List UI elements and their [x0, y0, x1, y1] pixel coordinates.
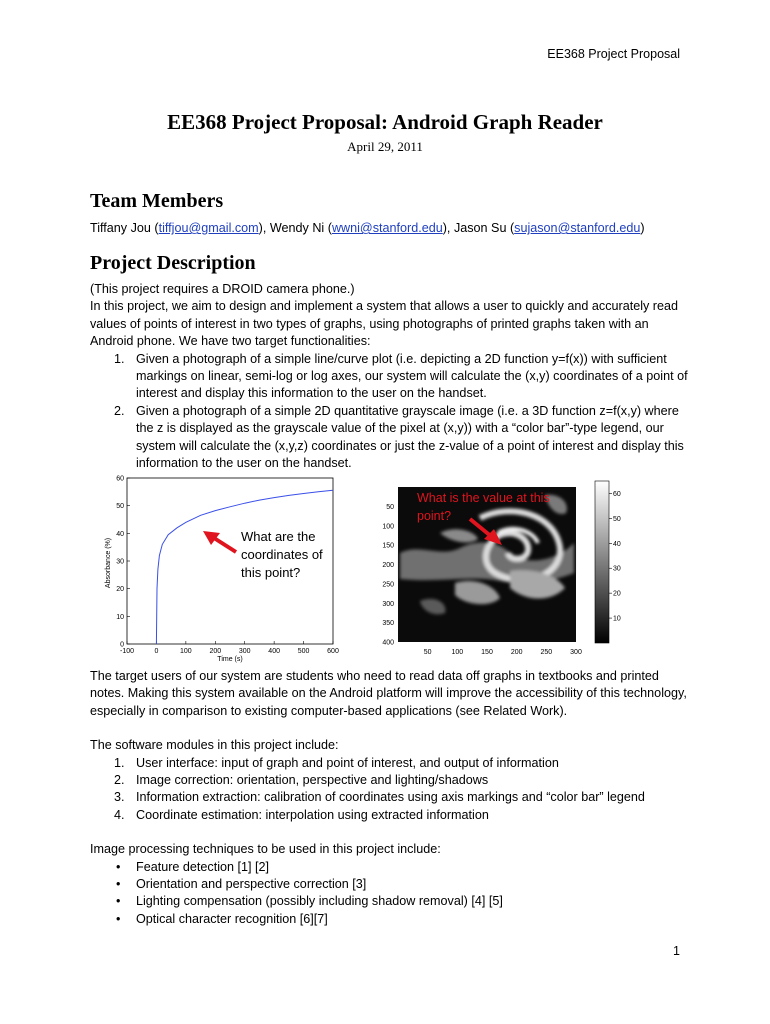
list-item — [90, 755, 690, 772]
y-tick-label: 30 — [116, 558, 124, 566]
list-text: Coordinate estimation: interpolation using extracted information — [136, 807, 489, 822]
y-tick-label: 0 — [120, 641, 124, 649]
list-number: 2. — [114, 403, 125, 418]
colorbar-tick-label: 30 — [613, 565, 621, 573]
y-tick-label: 20 — [116, 586, 124, 594]
y-tick-label: 150 — [382, 542, 394, 550]
techniques-list — [90, 859, 690, 929]
description-heading: Project Description — [90, 252, 256, 274]
description-note: (This project requires a DROID camera phone.) — [90, 282, 355, 296]
page-number: 1 — [673, 944, 680, 958]
list-text: User interface: input of graph and point of interest, and output of information — [136, 755, 559, 770]
colorbar — [595, 481, 609, 643]
y-tick-label: 40 — [116, 530, 124, 538]
list-text: Feature detection [1] [2] — [136, 859, 270, 874]
body-text-lower — [90, 668, 690, 928]
techniques-intro: Image processing techniques to be used in this project include: — [90, 842, 441, 857]
list-text: Given a photograph of a simple 2D quantitative grayscale image (i.e. a 3D function z=f(x,y) where the z is displayed as the grayscale value of the pixel at (x,y)) with a “color bar”-type legend, our system will calculate the (x,y,z) coordinates or just the z-value of a point of interest and display this information to the user on the handset. — [136, 403, 684, 471]
y-tick-label: 400 — [382, 639, 394, 647]
list-number: 4. — [114, 807, 125, 822]
modules-list — [90, 755, 690, 825]
list-item — [90, 893, 690, 910]
list-item — [90, 807, 690, 824]
x-tick-label: 400 — [268, 648, 280, 655]
list-number: 1. — [114, 351, 125, 366]
colorbar-tick-labels — [609, 491, 621, 623]
list-text: Given a photograph of a simple line/curve plot (i.e. depicting a 2D function y=f(x)) with sufficient markings on linear, semi-log or log axes, our system will calculate the (x,y) coordinates of a point of interest and display this information to the user on the handset. — [136, 351, 688, 401]
member-email-link[interactable]: tiffjou@gmail.com — [158, 221, 259, 235]
y-tick-label: 300 — [382, 600, 394, 608]
x-tick-labels — [424, 649, 582, 656]
x-tick-label: 500 — [297, 648, 310, 655]
y-tick-label: 100 — [382, 523, 394, 531]
annotation-line: this point? — [241, 565, 301, 580]
x-tick-label: 150 — [481, 649, 493, 656]
member-name: Tiffany Jou — [90, 221, 151, 235]
colorbar-tick-label: 20 — [613, 590, 621, 598]
bullet: • — [116, 911, 121, 926]
y-tick-label: 250 — [382, 581, 394, 589]
list-number: 1. — [114, 755, 125, 770]
list-item — [90, 789, 690, 806]
y-axis-label: Absorbance (%) — [105, 537, 112, 589]
x-tick-label: 200 — [510, 649, 523, 656]
y-tick-label: 200 — [382, 562, 394, 569]
y-tick-labels — [382, 504, 394, 647]
annotation-arrow — [200, 528, 240, 556]
list-text: Information extraction: calibration of coordinates using axis markings and “color bar” legend — [136, 790, 645, 805]
y-tick-label: 350 — [382, 620, 394, 628]
document-date: April 29, 2011 — [347, 139, 423, 154]
line-plot-annotation — [241, 528, 323, 582]
member-name: Jason Su — [453, 221, 507, 235]
y-tick-label: 50 — [116, 503, 124, 511]
x-axis-label: Time (s) — [217, 656, 243, 663]
list-item — [90, 859, 690, 876]
bullet: • — [116, 877, 121, 892]
x-tick-label: 50 — [423, 649, 432, 656]
list-item — [90, 876, 690, 893]
x-tick-label: 250 — [540, 649, 553, 656]
member-email-link[interactable]: wwni@stanford.edu — [331, 221, 443, 235]
bullet: • — [116, 894, 121, 909]
description-intro: In this project, we aim to design and implement a system that allows a user to quickly and accurately read values of points of interest in two types of graphs, using photographs of printed graphs taken with an Android phone. We have two target functionalities: — [90, 299, 678, 349]
x-tick-label: 0 — [154, 648, 159, 655]
team-heading: Team Members — [90, 190, 224, 212]
list-number: 2. — [114, 773, 125, 788]
team-members-line: Tiffany Jou (tiffjou@gmail.com), Wendy Ni (wwni@stanford.edu), Jason Su (sujason@stanford.edu) — [90, 221, 645, 235]
list-item — [90, 351, 690, 403]
list-number: 3. — [114, 790, 125, 805]
x-tick-label: 200 — [209, 648, 222, 655]
bullet: • — [116, 859, 121, 874]
annotation-line: coordinates of — [241, 547, 323, 562]
list-item — [90, 403, 690, 473]
running-header: EE368 Project Proposal — [547, 47, 680, 61]
x-tick-label: -100 — [119, 648, 135, 655]
x-tick-label: 100 — [180, 648, 192, 655]
x-tick-label: 300 — [570, 649, 582, 656]
x-tick-label: 100 — [451, 649, 464, 656]
list-text: Image correction: orientation, perspective and lighting/shadows — [136, 773, 489, 788]
y-tick-label: 60 — [116, 475, 124, 483]
list-text: Orientation and perspective correction [3] — [136, 877, 367, 892]
list-text: Optical character recognition [6][7] — [136, 911, 328, 926]
colorbar-tick-label: 50 — [613, 515, 621, 523]
functionality-list — [90, 351, 690, 473]
list-item — [90, 911, 690, 928]
member-name: Wendy Ni — [269, 221, 325, 235]
x-tick-label: 600 — [327, 648, 339, 655]
member-email-link[interactable]: sujason@stanford.edu — [514, 221, 641, 235]
y-tick-label: 10 — [116, 613, 124, 621]
annotation-line: What are the — [241, 529, 316, 544]
list-item — [90, 772, 690, 789]
annotation-line: What is the value at this — [417, 491, 550, 505]
annotation-line: point? — [417, 509, 452, 523]
list-text: Lighting compensation (possibly including shadow removal) [4] [5] — [136, 894, 503, 909]
modules-intro: The software modules in this project include: — [90, 738, 339, 753]
colorbar-tick-label: 60 — [613, 490, 621, 498]
x-tick-label: 300 — [238, 648, 251, 655]
colorbar-tick-label: 10 — [613, 615, 621, 623]
target-users-paragraph: The target users of our system are students who need to read data off graphs in textbooks and printed notes. Making this system available on the Android platform will improve the accessibility of this technology, especially in comparison to existing computer-based applications (see Related Work). — [90, 669, 687, 718]
y-tick-label: 50 — [386, 503, 394, 511]
colorbar-tick-label: 40 — [613, 540, 621, 548]
description-text — [90, 281, 690, 472]
annotation-arrow — [466, 515, 506, 547]
document-title: EE368 Project Proposal: Android Graph Reader — [167, 110, 603, 134]
